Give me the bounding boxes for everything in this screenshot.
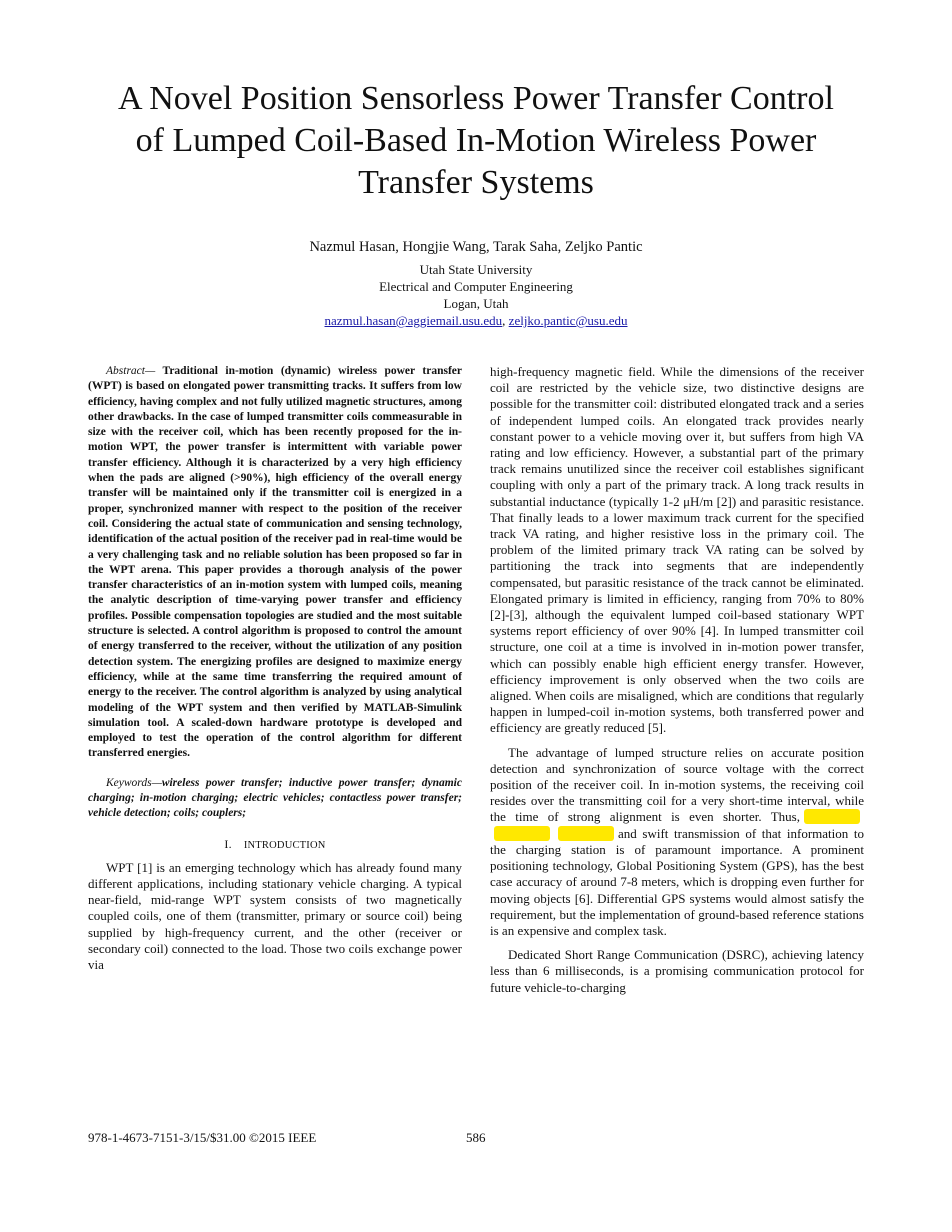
highlight-mark <box>804 809 860 824</box>
title-line: Transfer Systems <box>358 164 594 201</box>
highlight-mark <box>558 826 614 841</box>
body-paragraph-2 <box>490 745 864 939</box>
right-column <box>490 364 864 996</box>
left-column <box>88 364 462 973</box>
section-title: INTRODUCTION <box>243 839 326 851</box>
abstract <box>88 364 462 762</box>
author-list: Nazmul Hasan, Hongjie Wang, Tarak Saha, Zeljko Pantic <box>309 239 643 255</box>
abstract-lead: Abstract— <box>106 365 156 377</box>
department: Electrical and Computer Engineering <box>379 279 573 294</box>
email-link-1[interactable]: nazmul.hasan@aggiemail.usu.edu <box>324 313 503 328</box>
intro-paragraph: WPT [1] is an emerging technology which has already found many different applications, including stationary vehicle charging. A typical near-field, mid-range WPT system consists of two magnetically coupled coils, one of them (transmitter, primary or source coil) being supplied by high-frequency current, and the other (receiver or secondary coil) connected to the load. Those two coils exchange power via <box>88 859 462 973</box>
keywords-lead: Keywords— <box>106 776 162 789</box>
section-number: I. <box>224 836 232 851</box>
keywords <box>88 776 462 822</box>
highlight-mark <box>494 826 550 841</box>
page-number: 586 <box>466 1130 486 1145</box>
footer-isbn: 978-1-4673-7151-3/15/$31.00 ©2015 IEEE <box>88 1130 317 1145</box>
body-paragraph-1: high-frequency magnetic field. While the dimensions of the receiver coil are restricted by the vehicle size, two distinctive designs are possible for the transmitter coil: distributed elongated track and a series of independent lumped coils. An elongated track provides nearly constant power to a vehicle moving over it, but suffers from high VA rating and low efficiency. However, a substantial part of the primary track remains unutilized since the receiver coil establishes significant coupling with only a part of the primary track. A long track results in substantial inductance (typically 1-2 μH/m [2]) and parasitic resistance. That finally leads to a lower maximum track current for the specified track VA rating, and higher resistive loss in the primary coil. The problem of the limited primary track VA rating can be solved by partitioning the track into segments that are independently compensated, but parasitic resistance of the track cannot be eliminated. Elongated primary is limited in efficiency, ranging from 70% to 80% [2]-[3], although the equivalent lumped coil-based stationary WPT systems report efficiency of over 90% [4]. In lumped transmitter coil structure, one coil at a time is involved in in-motion power transfer, which can possibly enable high efficient energy transfer. However, efficiency improvement is only observed when the two coils are aligned. When coils are misaligned, which are conditions that regularly happen in lumped-coil in-motion systems, both transferred power and efficiency are greatly reduced [5]. <box>490 364 864 736</box>
paper-title <box>80 78 872 204</box>
paragraph-2-end: and swift transmission of that information to the charging station is of paramount importance. A prominent positioning technology, Global Positioning System (GPS), has the best case accuracy of around 7-8 meters, which is dropping even further for moving objects [6]. Differential GPS systems would almost satisfy the requirement, but the implementation of ground-based reference stations is an expensive and complex task. <box>490 825 864 938</box>
body-paragraph-3: Dedicated Short Range Communication (DSRC), achieving latency less than 6 milliseconds, is a promising communication protocol for future vehicle-to-charging <box>490 947 864 995</box>
affiliation-block <box>0 261 952 329</box>
title-line: of Lumped Coil-Based In-Motion Wireless Power <box>135 122 817 159</box>
university: Utah State University <box>419 262 533 277</box>
section-heading <box>88 836 462 854</box>
abstract-text: Traditional in-motion (dynamic) wireless power transfer (WPT) is based on elongated power transmitting tracks. It suffers from low efficiency, having complex and not fully utilized magnetic structures, among other drawbacks. In the case of lumped transmitter coils commeasurable in size with the receiver coil, which has been recently proposed for the in-motion WPT, the power transfer is intermittent with variable power transfer efficiency. Although it is characterized by a very high efficiency when the pads are aligned (>90%), high efficiency of the overall energy transfer will be maintained only if the transmitter coil is energized in a proper, synchronized manner with respect to the position of the receiver coil. Considering the actual state of communication and sensing technology, identification of the actual position of the receiver pad in real-time would be a very challenging task and no reliable solution has been proposed so far in the WPT arena. This paper provides a thorough analysis of the power transfer characteristics of an in-motion system with lumped coils, meaning the analytic description of time-varying power transfer and efficiency profiles. Possible compensation topologies are studied and the most suitable structure is selected. A control algorithm is proposed to control the amount of energy transferred to the receiver, without the utilization of any position detection system. The energizing profiles are designed to maximize energy efficiency, while at the same time transferring the required amount of energy to the receiver. The control algorithm is analyzed by using analytical modeling of the WPT system and then verified by MATLAB-Simulink simulation tool. A scaled-down hardware prototype is developed and employed to test the operation of the control algorithm for different transferred energies. <box>88 365 462 760</box>
title-line: A Novel Position Sensorless Power Transfer Control <box>118 80 834 117</box>
location: Logan, Utah <box>443 296 509 311</box>
email-line <box>0 312 952 329</box>
paragraph-2-start: The advantage of lumped structure relies on accurate position detection and synchronization of source voltage with the correct position of the receiver coil. In in-motion systems, the receiving coil resides over the transmitting coil for a very short-time interval, while the time of strong alignment is even shorter. Thus, <box>490 744 864 825</box>
email-link-2[interactable]: zeljko.pantic@usu.edu <box>508 313 628 328</box>
email-separator: , <box>502 313 509 328</box>
keywords-text: wireless power transfer; inductive power transfer; dynamic charging; in-motion charging; electric vehicles; contactless power transfer; vehicle detection; coils; couplers; <box>88 776 462 820</box>
